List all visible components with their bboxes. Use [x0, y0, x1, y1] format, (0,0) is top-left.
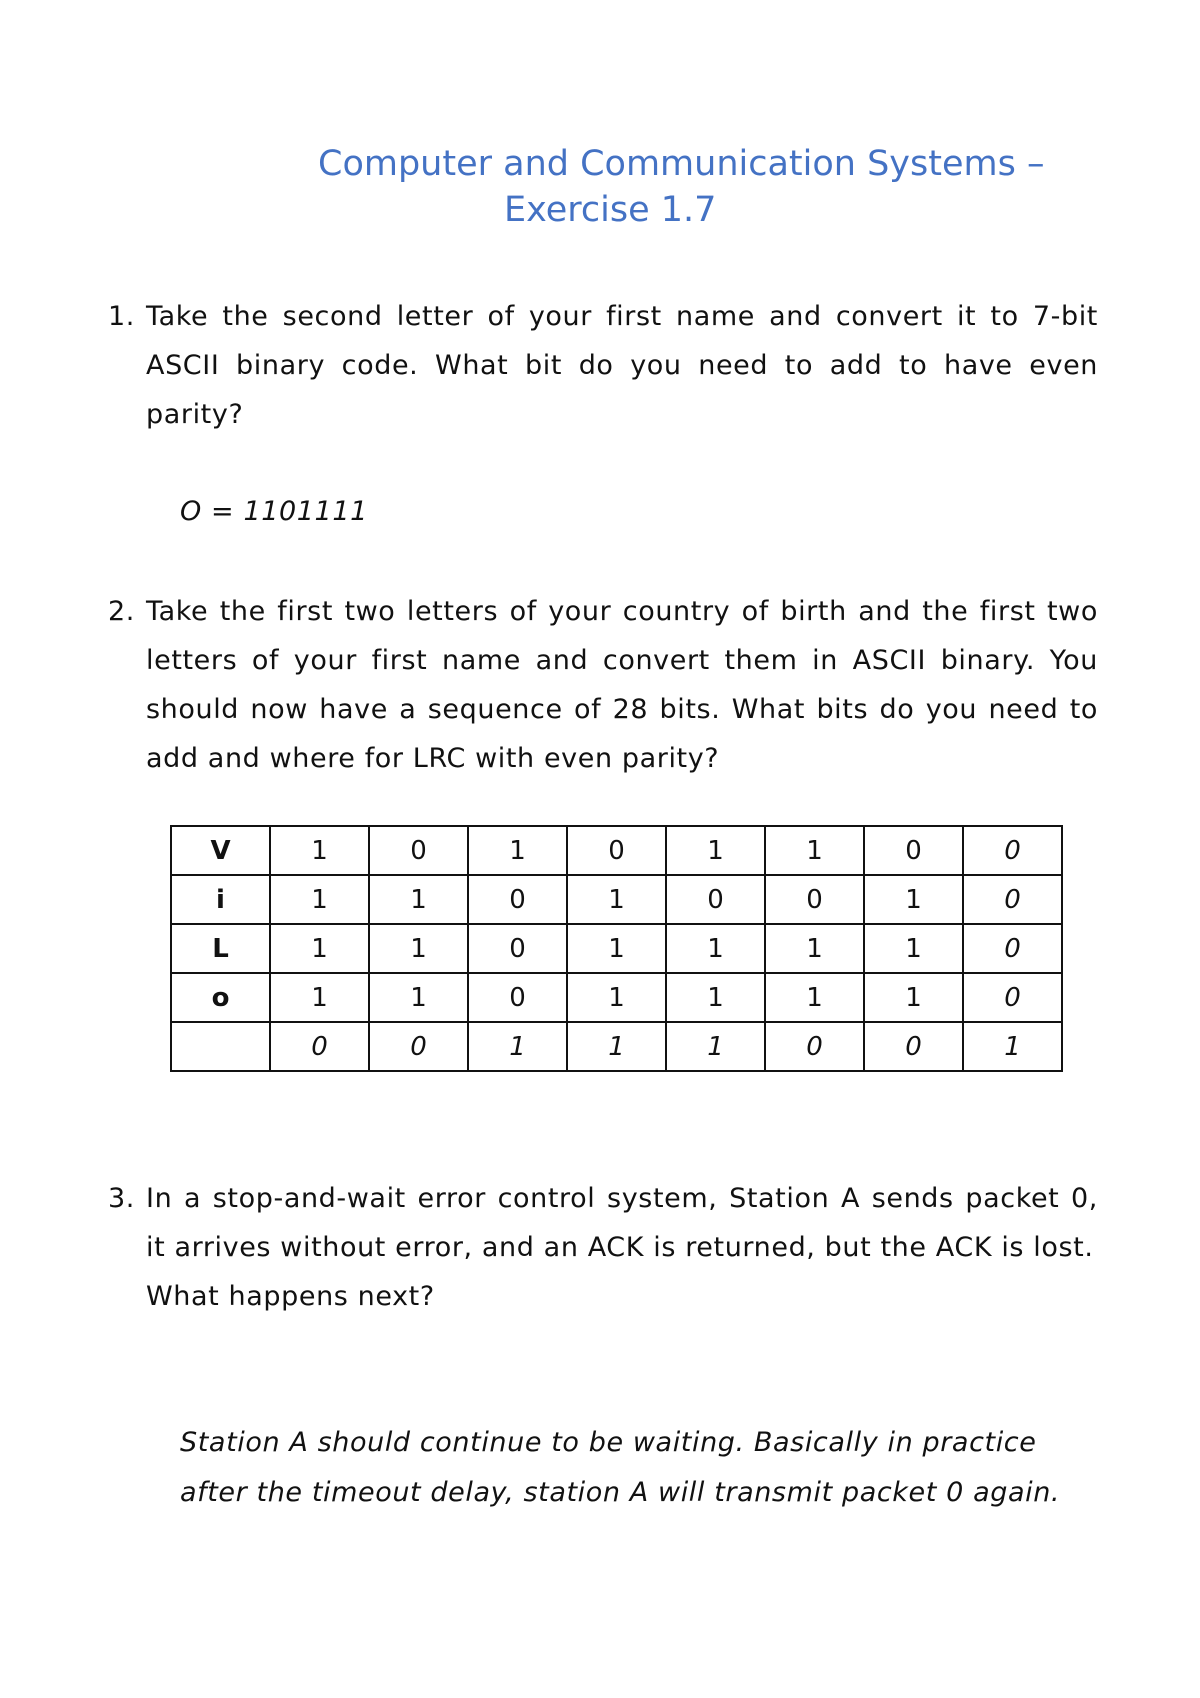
- table-row: [171, 826, 1062, 875]
- bit-cell: 1: [567, 875, 666, 924]
- bit-cell: 1: [369, 875, 468, 924]
- question-2: [108, 587, 1098, 783]
- answer-line: after the timeout delay, station A will transmit packet 0 again.: [180, 1477, 1061, 1508]
- question-1: [108, 292, 1098, 439]
- bit-cell: 1: [864, 924, 963, 973]
- bit-cell: 0: [468, 875, 567, 924]
- bit-cell: 0: [567, 826, 666, 875]
- question-followup: What happens next?: [146, 1281, 435, 1312]
- bit-cell: 1: [666, 973, 765, 1022]
- answer-line: Station A should continue to be waiting. Basically in practice: [180, 1427, 1037, 1458]
- bit-cell: 1: [765, 924, 864, 973]
- parity-bit-cell: 0: [963, 973, 1062, 1022]
- bit-cell: 1: [270, 875, 369, 924]
- parity-bit-cell: 1: [963, 1022, 1062, 1071]
- bit-cell: 1: [864, 875, 963, 924]
- bit-cell: 1: [765, 973, 864, 1022]
- bit-cell: 1: [270, 924, 369, 973]
- bit-cell: 1: [468, 826, 567, 875]
- table-row: [171, 924, 1062, 973]
- question-text: In a stop-and-wait error control system, Station A sends packet 0, it arrives without error, and an ACK is returned, but the ACK is lost.: [146, 1183, 1098, 1263]
- parity-bit-cell: 0: [963, 875, 1062, 924]
- bit-cell: 1: [369, 973, 468, 1022]
- row-label-cell: L: [171, 924, 270, 973]
- bit-cell: 1: [666, 924, 765, 973]
- bit-cell: 1: [270, 973, 369, 1022]
- bit-cell: 1: [864, 973, 963, 1022]
- answer-3: [180, 1418, 1060, 1518]
- question-text: Take the second letter of your first name and convert it to 7-bit ASCII binary code. What bit do you need to add to have even parity?: [146, 301, 1098, 430]
- bit-cell: 1: [666, 826, 765, 875]
- bit-cell: 0: [468, 924, 567, 973]
- parity-bit-cell: 0: [963, 826, 1062, 875]
- bit-cell: 0: [864, 1022, 963, 1071]
- bit-cell: 0: [369, 826, 468, 875]
- answer-1: O = 1101111: [180, 496, 368, 527]
- question-number: 2.: [108, 596, 135, 627]
- bit-cell: 0: [270, 1022, 369, 1071]
- bit-cell: 1: [567, 924, 666, 973]
- question-3: [108, 1174, 1098, 1321]
- row-label-cell: [171, 1022, 270, 1071]
- bit-cell: 0: [765, 875, 864, 924]
- bit-cell: 1: [765, 826, 864, 875]
- parity-bit-cell: 0: [963, 924, 1062, 973]
- bit-cell: 0: [468, 973, 567, 1022]
- question-number: 3.: [108, 1183, 135, 1214]
- bit-cell: 1: [666, 1022, 765, 1071]
- bit-cell: 0: [369, 1022, 468, 1071]
- row-label-cell: o: [171, 973, 270, 1022]
- page-title-line-2: Exercise 1.7: [504, 190, 717, 230]
- row-label-cell: i: [171, 875, 270, 924]
- row-label-cell: V: [171, 826, 270, 875]
- bit-cell: 0: [864, 826, 963, 875]
- bit-cell: 1: [270, 826, 369, 875]
- question-text: Take the first two letters of your country of birth and the first two letters of your first name and convert them in ASCII binary. You should now have a sequence of 28 bits. What bits do you need to add and where for LRC with even parity?: [146, 596, 1098, 774]
- table-row: [171, 1022, 1062, 1071]
- table-row: [171, 973, 1062, 1022]
- question-number: 1.: [108, 301, 135, 332]
- bit-cell: 1: [369, 924, 468, 973]
- lrc-parity-table: [170, 825, 1063, 1072]
- bit-cell: 0: [765, 1022, 864, 1071]
- bit-cell: 0: [666, 875, 765, 924]
- bit-cell: 1: [567, 1022, 666, 1071]
- page-title-line-1: Computer and Communication Systems –: [318, 144, 1045, 184]
- bit-cell: 1: [567, 973, 666, 1022]
- bit-cell: 1: [468, 1022, 567, 1071]
- table-row: [171, 875, 1062, 924]
